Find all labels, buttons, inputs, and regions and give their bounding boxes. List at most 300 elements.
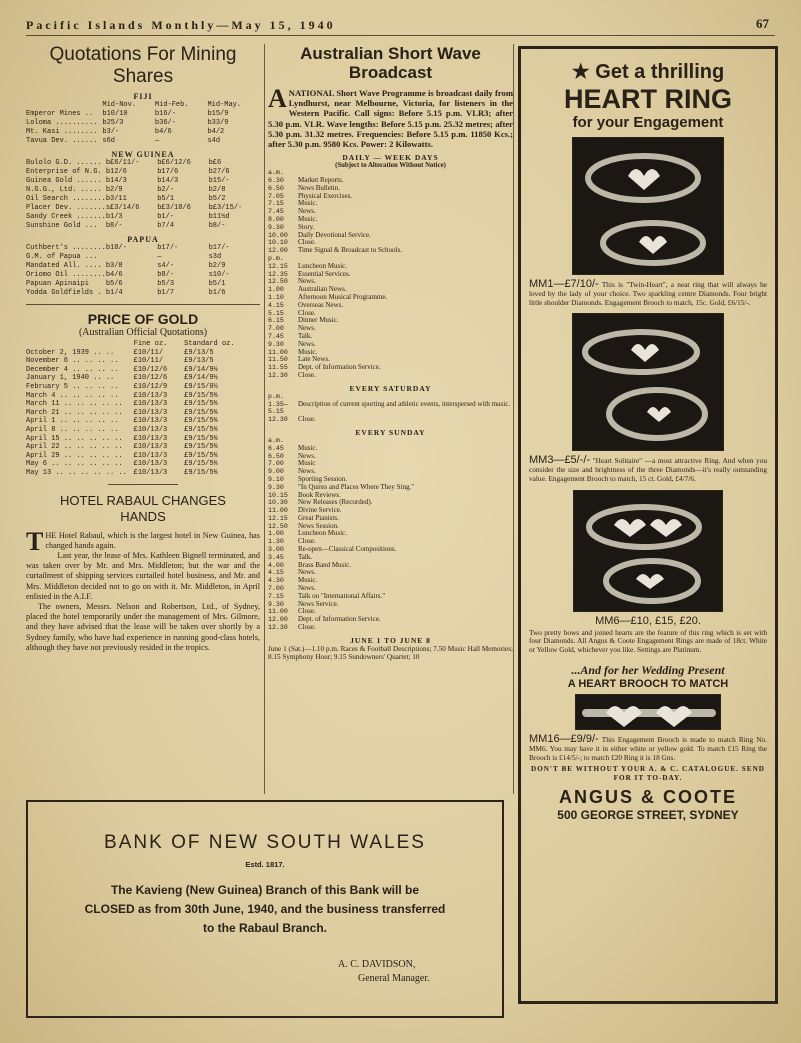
schedule-row-cell: Time Signal & Broadcast to Schools. bbox=[298, 246, 402, 255]
column-divider bbox=[264, 44, 265, 794]
sunday-schedule bbox=[268, 437, 513, 632]
ad-headline-main: HEART RING bbox=[564, 84, 732, 114]
daily-heading: DAILY — WEEK DAYS bbox=[342, 153, 439, 163]
schedule-row-cell: 1.00 bbox=[268, 530, 284, 538]
schedule-row-cell: 8.00 bbox=[268, 216, 284, 223]
schedule-row-cell: 12.15 bbox=[268, 514, 288, 522]
gold-row-cell: April 1 .. .. .. .. .. bbox=[26, 417, 119, 426]
schedule-row-cell: 10.00 bbox=[268, 231, 288, 239]
schedule-row-cell: 4.30 bbox=[268, 577, 284, 585]
column-header: Mid-May. bbox=[207, 101, 242, 109]
gold-row-cell: £9/15/5¾ bbox=[184, 434, 218, 443]
gold-row-cell: £9/15/5¾ bbox=[184, 468, 218, 477]
new-guinea-row bbox=[26, 222, 260, 231]
am-label: a.m. bbox=[268, 436, 284, 444]
new-guinea-row-cell: b5/2 bbox=[208, 195, 226, 203]
hotel-title bbox=[26, 493, 260, 525]
schedule-row-cell: Close. bbox=[298, 308, 316, 317]
header-title: Pacific Islands Monthly—May 15, 1940 bbox=[26, 18, 336, 32]
fiji-row-cell: b16/- bbox=[154, 110, 176, 118]
gold-row-cell: £10/13/3 bbox=[133, 434, 168, 443]
gold-row-cell: May 13 .. .. .. .. .. .. bbox=[26, 468, 127, 477]
new-guinea-row-cell: b5/1 bbox=[157, 195, 175, 203]
new-guinea-row-cell: b£6 bbox=[208, 159, 222, 167]
column-header-row bbox=[26, 101, 260, 110]
column-divider bbox=[513, 44, 514, 794]
new-guinea-row-cell: b2/- bbox=[157, 186, 175, 194]
gold-row bbox=[26, 426, 260, 435]
schedule-row-cell: Music bbox=[298, 459, 316, 468]
gold-row-cell: £10/13/3 bbox=[133, 391, 168, 400]
papua-row-cell: Papuan Apinaipi bbox=[26, 280, 90, 288]
schedule-row-cell: News. bbox=[298, 324, 316, 333]
schedule-row-cell: 12.00 bbox=[268, 247, 288, 255]
fiji-row-cell: Tavua Dev. ...... bbox=[26, 137, 98, 145]
papua-row-cell: b8/- bbox=[157, 271, 175, 279]
fiji-row-cell: b36/- bbox=[154, 119, 176, 127]
papua-row-cell: b5/1 bbox=[208, 280, 226, 288]
new-guinea-row-cell: b14/3 bbox=[105, 177, 127, 185]
fiji-row-cell: b4/6 bbox=[154, 128, 172, 136]
schedule-row-cell: Close. bbox=[298, 623, 316, 632]
gold-row-cell: £10/13/3 bbox=[133, 417, 168, 426]
schedule-row-cell: 11.00 bbox=[268, 348, 288, 356]
schedule-row-cell: 12.50 bbox=[268, 278, 288, 286]
schedule-row-cell: Music. bbox=[298, 215, 318, 223]
papua-row-cell: b4/6 bbox=[105, 271, 123, 279]
daily-note: (Subject to Alteration Without Notice) bbox=[335, 162, 446, 170]
papua-row-cell: b17/- bbox=[157, 244, 179, 252]
schedule-row-cell: Dept. of Information Service. bbox=[298, 615, 381, 624]
fiji-table bbox=[26, 101, 260, 146]
schedule-row-cell: News. bbox=[298, 207, 316, 216]
fiji-row-cell: b10/10 bbox=[102, 110, 128, 118]
june-heading: JUNE 1 TO JUNE 8 bbox=[350, 635, 431, 645]
schedule-row bbox=[268, 416, 513, 424]
gold-subtitle: (Australian Official Quotations) bbox=[78, 327, 208, 338]
gold-row-cell: £9/15/5¾ bbox=[184, 460, 218, 469]
gold-table bbox=[26, 340, 260, 478]
fiji-heading: FIJI bbox=[133, 92, 153, 101]
schedule-row-cell: Luncheon Music. bbox=[298, 261, 347, 270]
mm6-text: Two pretty bows and joined hearts are the feature of this ring which is set with four Diamonds. All Angus & Coote Engagement Rings are made of 18ct. White or Yellow Gold, whichever you like. Settings are Platinum. bbox=[529, 627, 767, 655]
bank-notice bbox=[26, 800, 504, 1018]
gold-row-cell: £10/11/ bbox=[133, 348, 164, 357]
schedule-row-cell: 7.45 bbox=[268, 332, 284, 340]
schedule-row-cell: News Session. bbox=[298, 521, 339, 530]
sunday-heading: EVERY SUNDAY bbox=[355, 427, 426, 437]
pm-label: p.m. bbox=[268, 392, 284, 400]
new-guinea-row-cell: N.G.G., Ltd. ..... bbox=[26, 186, 102, 194]
papua-row-cell: b5/3 bbox=[157, 280, 175, 288]
papua-row-cell: Yodda Goldfields . bbox=[26, 289, 102, 297]
schedule-row-cell: News Bulletin. bbox=[298, 183, 340, 192]
new-guinea-row-cell: b8/- bbox=[105, 222, 123, 230]
fiji-row-cell: s6d bbox=[102, 137, 116, 145]
schedule-row-cell: News. bbox=[298, 339, 316, 348]
gold-row bbox=[26, 469, 260, 478]
schedule-row-cell: 9.30 bbox=[268, 600, 284, 608]
schedule-row-cell: Book Reviews. bbox=[298, 490, 341, 499]
schedule-row-cell: Australian News. bbox=[298, 285, 347, 294]
new-guinea-row-cell: b2/9 bbox=[105, 186, 123, 194]
new-guinea-row-cell: Enterprise of N.G. bbox=[26, 168, 102, 176]
papua-row-cell: b1/7 bbox=[157, 289, 175, 297]
schedule-row-cell: 6.50 bbox=[268, 452, 284, 460]
schedule-row-cell: 7.05 bbox=[268, 192, 284, 200]
ring-photo-mm3 bbox=[572, 313, 724, 451]
schedule-row-cell: 11.00 bbox=[268, 608, 288, 616]
left-column bbox=[26, 44, 260, 653]
notice-line: The Kavieng (New Guinea) Branch of this Bank will be bbox=[110, 883, 420, 897]
schedule-row-cell: 4.15 bbox=[268, 301, 284, 309]
papua-row-cell: G.M. of Papua ... bbox=[26, 253, 98, 261]
papua-row-cell: b3/8 bbox=[105, 262, 123, 270]
papua-table bbox=[26, 244, 260, 298]
gold-row-cell: May 6 .. .. .. .. .. .. bbox=[26, 460, 123, 469]
bank-established: Estd. 1817. bbox=[245, 860, 285, 869]
new-guinea-row-cell: b£6/11/- bbox=[105, 159, 140, 167]
new-guinea-table bbox=[26, 159, 260, 231]
schedule-row-cell: 6.15 bbox=[268, 317, 284, 325]
papua-row-cell: b1/6 bbox=[208, 289, 226, 297]
schedule-row-cell: News. bbox=[298, 584, 316, 593]
gold-row-cell: £10/11/ bbox=[133, 357, 164, 366]
schedule-row bbox=[268, 401, 513, 417]
schedule-row-cell: Music. bbox=[298, 347, 318, 356]
gold-col-fine: Fine oz. bbox=[133, 340, 168, 348]
new-guinea-row-cell: b7/4 bbox=[157, 222, 175, 230]
schedule-row-cell: 12.00 bbox=[268, 616, 288, 624]
schedule-row-cell: 1.10 bbox=[268, 293, 284, 301]
shortwave-title-line: Australian Short Wave bbox=[300, 44, 481, 63]
papua-row bbox=[26, 262, 260, 271]
new-guinea-row-cell: Guinea Gold ...... bbox=[26, 177, 102, 185]
gold-row-cell: £9/13/5 bbox=[184, 348, 214, 357]
gold-row-cell: £9/15/5¾ bbox=[184, 425, 218, 434]
schedule-row-cell: Close. bbox=[298, 537, 316, 546]
new-guinea-row-cell: Sunshine Gold ... bbox=[26, 222, 98, 230]
hotel-paragraph: The owners, Messrs. Nelson and Robertson, Ltd., of Sydney, placed the hotel temporarily under the management of Mrs. Gilmore, and they have advised that the lease will be taken over shortly by a Sydney family, who have had experience in running good-class hotels, although they have not previously resided in the tropics. bbox=[26, 601, 260, 652]
column-header: Mid-Feb. bbox=[154, 101, 189, 109]
schedule-row-cell: 4.15 bbox=[268, 569, 284, 577]
gold-row-cell: £10/13/3 bbox=[133, 408, 168, 417]
schedule-row-cell: 7.45 bbox=[268, 208, 284, 216]
gold-col-standard: Standard oz. bbox=[184, 340, 235, 348]
gold-row-cell: March 11 .. .. .. .. .. bbox=[26, 400, 123, 409]
gold-row bbox=[26, 435, 260, 444]
hotel-title-line: HOTEL RABAUL CHANGES bbox=[60, 492, 226, 508]
gold-row-cell: £10/13/3 bbox=[133, 460, 168, 469]
schedule-row-cell: Talk. bbox=[298, 552, 313, 561]
gold-row-cell: £9/15/5¾ bbox=[184, 451, 218, 460]
company-address: 500 GEORGE STREET, SYDNEY bbox=[557, 808, 739, 823]
mm3-caption bbox=[529, 456, 767, 483]
gold-row-cell: £9/15/5¾ bbox=[184, 408, 218, 417]
gold-row bbox=[26, 366, 260, 375]
gold-row bbox=[26, 452, 260, 461]
drop-cap: A bbox=[268, 84, 287, 113]
fiji-row-cell: b33/9 bbox=[207, 119, 229, 127]
schedule-row-cell: Luncheon Music. bbox=[298, 529, 347, 538]
papua-row-cell: b17/- bbox=[208, 244, 230, 252]
mm1-code: MM1—£7/10/- bbox=[529, 278, 599, 290]
schedule-row-cell: 6.50 bbox=[268, 184, 284, 192]
notice-line: CLOSED as from 30th June, 1940, and the business transferred bbox=[84, 902, 446, 916]
gold-row-cell: £9/15/5¾ bbox=[184, 391, 218, 400]
hotel-paragraph: HE Hotel Rabaul, which is the largest hotel in New Guinea, has changed hands again. bbox=[45, 530, 260, 550]
mm1-caption bbox=[529, 280, 767, 307]
schedule-row-cell: 7.00 bbox=[268, 585, 284, 593]
schedule-row-cell: 9.30 bbox=[268, 483, 284, 491]
papua-row-cell: b5/6 bbox=[105, 280, 123, 288]
section-rule bbox=[26, 304, 260, 305]
mm3-code: MM3—£5/-/- bbox=[529, 454, 591, 467]
schedule-row-cell: Overseas News. bbox=[298, 300, 344, 309]
new-guinea-row-cell: b14/3 bbox=[157, 177, 179, 185]
new-guinea-row-cell: s£3/14/6 bbox=[105, 204, 140, 212]
gold-row-cell: £9/15/0¼ bbox=[184, 382, 218, 391]
papua-row bbox=[26, 289, 260, 298]
mm1-text: This is "Twin-Heart", a neat ring that will always be loved by the lady of your choice. Two sparkling centre Diamonds. Four bright little shoulder Diamonds. Engagement Brooch to match, 15c. Gold, £6/15/-. bbox=[529, 280, 767, 307]
papua-row-cell: s4/- bbox=[157, 262, 175, 270]
gold-row bbox=[26, 374, 260, 383]
fiji-row-cell: s4d bbox=[207, 137, 221, 145]
gold-row-cell: £10/13/3 bbox=[133, 468, 168, 477]
gold-row-cell: £10/12/6 bbox=[133, 365, 168, 374]
papua-row-cell: s3d bbox=[208, 253, 222, 261]
schedule-row-cell: 3.45 bbox=[268, 553, 284, 561]
schedule-row-cell: Close. bbox=[298, 415, 316, 424]
fiji-row bbox=[26, 119, 260, 128]
schedule-row-cell: Market Reports. bbox=[298, 176, 344, 185]
schedule-row-cell: 11.55 bbox=[268, 364, 288, 372]
schedule-row-cell: 7.00 bbox=[268, 460, 284, 468]
schedule-row-cell: 11.00 bbox=[268, 507, 288, 515]
schedule-row-cell: 11.50 bbox=[268, 356, 288, 364]
shortwave-intro bbox=[268, 84, 513, 150]
schedule-row-cell: 12.30 bbox=[268, 416, 288, 424]
gold-row-cell: £10/13/3 bbox=[133, 425, 168, 434]
new-guinea-row bbox=[26, 213, 260, 222]
mm16-caption bbox=[529, 732, 767, 762]
papua-row bbox=[26, 271, 260, 280]
gold-row-cell: £10/12/6 bbox=[133, 374, 168, 383]
new-guinea-row-cell: b12/6 bbox=[105, 168, 127, 176]
new-guinea-row bbox=[26, 159, 260, 168]
shortwave-title-line: Broadcast bbox=[348, 63, 433, 82]
mining-title bbox=[26, 44, 260, 88]
schedule-row-cell: Dinner Music. bbox=[298, 316, 339, 325]
schedule-row-cell: Close. bbox=[298, 370, 316, 379]
wedding-heading: ...And for her Wedding Present bbox=[571, 662, 725, 677]
mm16-code: MM16—£9/9/- bbox=[529, 732, 599, 745]
bank-notice-text bbox=[28, 881, 502, 938]
signatory-title: General Manager. bbox=[358, 973, 430, 984]
section-rule bbox=[108, 484, 178, 485]
schedule-row-cell: 7.15 bbox=[268, 592, 284, 600]
new-guinea-row bbox=[26, 204, 260, 213]
schedule-row-cell: 9.00 bbox=[268, 468, 284, 476]
gold-row-cell: £9/13/5 bbox=[184, 357, 214, 366]
schedule-row-cell: Afternoon Musical Programme. bbox=[298, 292, 388, 301]
column-header: Mid-Nov. bbox=[102, 101, 137, 109]
gold-row-cell: £10/12/9 bbox=[133, 382, 168, 391]
gold-row bbox=[26, 400, 260, 409]
new-guinea-row-cell: b£6/12/6 bbox=[157, 159, 191, 167]
new-guinea-row-cell: b1/- bbox=[157, 213, 175, 221]
new-guinea-row-cell: b3/11 bbox=[105, 195, 127, 203]
papua-row-cell: Mandated All. .... bbox=[26, 262, 102, 270]
fiji-row-cell: b15/9 bbox=[207, 110, 229, 118]
schedule-row-cell: Re-open—Classical Compositions. bbox=[298, 545, 397, 554]
middle-column bbox=[268, 44, 513, 662]
schedule-row-cell: Great Pianists. bbox=[298, 513, 339, 522]
page-number: 67 bbox=[756, 16, 769, 31]
new-guinea-row-cell: b27/6 bbox=[208, 168, 230, 176]
schedule-row-cell: 9.30 bbox=[268, 340, 284, 348]
new-guinea-row-cell: Bulolo G.D. ...... bbox=[26, 159, 102, 167]
june-text: June 1 (Sat.)—1.10 p.m. Races & Football Descriptions; 7.50 Music Hall Memories; 8.15 Symphony Hour; 9.15 Sundowners' Quartet; 10 bbox=[268, 644, 513, 662]
saturday-schedule bbox=[268, 393, 513, 424]
gold-row-cell: November 6 .. .. .. .. bbox=[26, 357, 119, 366]
fiji-row bbox=[26, 128, 260, 137]
schedule-row-cell: 6.30 bbox=[268, 177, 284, 185]
hotel-title-line: HANDS bbox=[120, 508, 166, 524]
gold-row-cell: January 1, 1940 .. .. bbox=[26, 374, 115, 383]
schedule-row bbox=[268, 624, 513, 632]
jeweller-advertisement bbox=[518, 46, 778, 1004]
ring-photo-mm6 bbox=[573, 490, 723, 612]
schedule-row-cell: Late News. bbox=[298, 355, 330, 364]
ring-photo-mm1 bbox=[572, 137, 724, 275]
running-header bbox=[26, 16, 775, 36]
am-label: a.m. bbox=[268, 169, 284, 177]
pm-label: p.m. bbox=[268, 254, 284, 262]
new-guinea-row-cell: b£3/18/6 bbox=[157, 204, 191, 212]
gold-row-cell: October 2, 1939 .. .. bbox=[26, 348, 115, 357]
mining-title-line: Quotations For Mining bbox=[49, 44, 237, 65]
schedule-row-cell: 12.50 bbox=[268, 522, 288, 530]
papua-row-cell: b2/9 bbox=[208, 262, 226, 270]
new-guinea-row bbox=[26, 186, 260, 195]
hotel-paragraph: Last year, the lease of Mrs. Kathleen Bignell terminated, and was taken over by Mr. and Mrs. Middleton; but the war and the curtailment of shipping services curtailed hotel business, and Mr. and Mrs. Middleton decided not to go on with it. Mr. Middleton, in April enlisted in the A.I.F. bbox=[26, 550, 260, 601]
mm6-code-line bbox=[529, 614, 767, 627]
schedule-row-cell: 1.00 bbox=[268, 286, 284, 294]
shortwave-title bbox=[268, 44, 513, 82]
schedule-row-cell: News. bbox=[298, 451, 316, 460]
gold-row-cell: £9/14/9½ bbox=[184, 365, 218, 374]
new-guinea-row bbox=[26, 168, 260, 177]
gold-row-cell: £9/15/5¾ bbox=[184, 443, 218, 452]
schedule-row-cell: Music. bbox=[298, 576, 318, 585]
gold-row bbox=[26, 357, 260, 366]
gold-row-cell: March 4 .. .. .. .. .. bbox=[26, 391, 119, 400]
schedule-row-cell: 12.30 bbox=[268, 371, 288, 379]
fiji-row-cell: — bbox=[154, 137, 160, 145]
schedule-row-cell: Daily Devotional Service. bbox=[298, 230, 371, 239]
schedule-row-cell: Dept. of Information Service. bbox=[298, 363, 381, 372]
schedule-row-cell: 3.00 bbox=[268, 546, 284, 554]
schedule-row-cell: 4.00 bbox=[268, 561, 284, 569]
schedule-row-cell: Talk. bbox=[298, 331, 313, 340]
saturday-heading: EVERY SATURDAY bbox=[349, 383, 432, 393]
ad-headline: ★ Get a thrilling bbox=[571, 61, 725, 83]
schedule-row-cell: 10.10 bbox=[268, 239, 288, 247]
papua-row-cell: Oriomo Oil ........ bbox=[26, 271, 106, 279]
schedule-row-cell: Close. bbox=[298, 607, 316, 616]
fiji-row-cell: Emperor Mines .. bbox=[26, 110, 94, 118]
gold-title: PRICE OF GOLD bbox=[87, 311, 199, 327]
new-guinea-row-cell: b£3/15/- bbox=[208, 204, 243, 212]
fiji-row-cell: b3/- bbox=[102, 128, 120, 136]
papua-row-cell: b1/4 bbox=[105, 289, 123, 297]
schedule-row-cell: News. bbox=[298, 277, 316, 286]
new-guinea-row-cell: b17/6 bbox=[157, 168, 179, 176]
gold-row bbox=[26, 417, 260, 426]
schedule-row-cell: Story. bbox=[298, 222, 315, 231]
schedule-row-cell: News. bbox=[298, 568, 316, 577]
schedule-row-cell: "In Quires and Places Where They Sing." bbox=[298, 482, 415, 491]
schedule-row-cell: 5.15 bbox=[268, 309, 284, 317]
gold-row bbox=[26, 443, 260, 452]
schedule-row-cell: 7.15 bbox=[268, 200, 284, 208]
fiji-row bbox=[26, 137, 260, 146]
drop-cap: T bbox=[26, 526, 44, 556]
papua-row-cell: — bbox=[157, 253, 162, 261]
company-name: ANGUS & COOTE bbox=[558, 787, 737, 808]
schedule-row-cell: 10.15 bbox=[268, 491, 288, 499]
brooch-heading: A HEART BROOCH TO MATCH bbox=[567, 677, 729, 690]
schedule-row-cell: 9.10 bbox=[268, 475, 284, 483]
fiji-row-cell: Loloma .......... bbox=[26, 119, 98, 127]
papua-row bbox=[26, 244, 260, 253]
schedule-row-cell: News Service. bbox=[298, 599, 339, 608]
new-guinea-row-cell: b2/8 bbox=[208, 186, 226, 194]
schedule-row-cell: Talk on "International Affairs." bbox=[298, 591, 386, 600]
new-guinea-row bbox=[26, 195, 260, 204]
gold-row-cell: £10/13/3 bbox=[133, 443, 168, 452]
gold-header-row bbox=[26, 340, 260, 349]
mm6-code: MM6—£10, £15, £20. bbox=[595, 614, 701, 627]
schedule-row-cell: 1.30 bbox=[268, 538, 284, 546]
schedule-row-cell: 6.45 bbox=[268, 444, 284, 452]
papua-row bbox=[26, 253, 260, 262]
gold-row bbox=[26, 392, 260, 401]
schedule-row-cell: Sporting Session. bbox=[298, 474, 348, 483]
gold-row-cell: April 22 .. .. .. .. .. bbox=[26, 443, 123, 452]
schedule-row-cell: Close. bbox=[298, 238, 316, 247]
gold-row-cell: £10/13/3 bbox=[133, 400, 168, 409]
gold-row bbox=[26, 460, 260, 469]
fiji-row-cell: b25/3 bbox=[102, 119, 124, 127]
bank-signature bbox=[328, 958, 430, 986]
gold-row bbox=[26, 409, 260, 418]
papua-row-cell: s10/- bbox=[208, 271, 230, 279]
notice-line: to the Rabaul Branch. bbox=[202, 921, 327, 935]
schedule-row-cell: 10.30 bbox=[268, 499, 288, 507]
papua-row-cell: Cuthbert's ........ bbox=[26, 244, 106, 252]
schedule-row-cell: Music. bbox=[298, 443, 318, 452]
mm16-text: This Engagement Brooch is made to match Ring No. MM6. You may have it in either white or yellow gold. To match £15 Ring the Brooch is £14/5/-; to match £20 Ring it is 18 Gns. bbox=[529, 734, 767, 762]
gold-row bbox=[26, 349, 260, 358]
schedule-row-cell: Description of current sporting and athletic events, interspersed with music. bbox=[298, 399, 511, 408]
bank-name: BANK OF NEW SOUTH WALES bbox=[104, 832, 426, 853]
schedule-row-cell: 12.15 bbox=[268, 262, 288, 270]
schedule-row bbox=[268, 247, 513, 255]
new-guinea-row-cell: b1/3 bbox=[105, 213, 123, 221]
new-guinea-row-cell: Placer Dev. ....... bbox=[26, 204, 106, 212]
